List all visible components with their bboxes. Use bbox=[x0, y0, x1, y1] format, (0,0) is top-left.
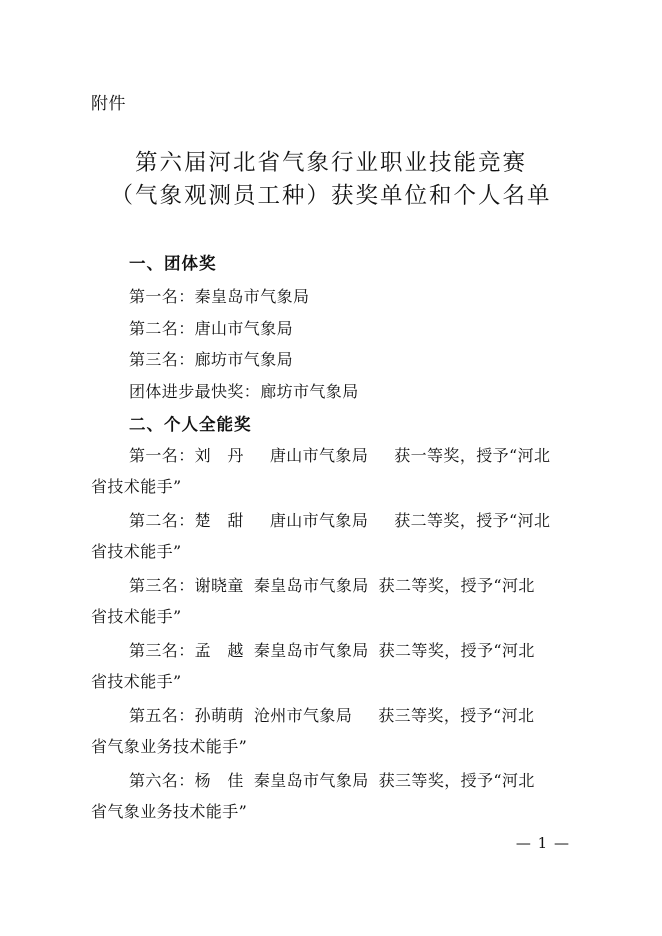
entry-rank: 第一名： bbox=[129, 446, 195, 465]
entry-unit: 沧州市气象局 bbox=[253, 706, 353, 725]
page-number: — 1 — bbox=[515, 834, 570, 852]
team-award-item-2: 第二名：唐山市气象局 bbox=[129, 319, 294, 338]
entry-award: 获三等奖，授予“河北 bbox=[378, 706, 535, 725]
entry-continuation: 省气象业务技术能手” bbox=[91, 737, 248, 756]
entry-name: 谢晓童 bbox=[194, 576, 244, 595]
entry-name: 楚 甜 bbox=[194, 511, 244, 530]
entry-unit: 秦皇岛市气象局 bbox=[253, 641, 369, 660]
team-award-heading: 一、团体奖 bbox=[129, 254, 217, 273]
entry-continuation: 省技术能手” bbox=[91, 477, 182, 496]
entry-continuation: 省气象业务技术能手” bbox=[91, 802, 248, 821]
entry-rank: 第三名： bbox=[129, 641, 195, 660]
entry-rank: 第二名： bbox=[129, 511, 195, 530]
individual-entry bbox=[129, 573, 535, 596]
entry-continuation: 省技术能手” bbox=[91, 672, 182, 691]
document-title-line-2: （气象观测员工种）获奖单位和个人名单 bbox=[110, 183, 552, 209]
entry-name: 杨 佳 bbox=[194, 771, 244, 790]
entry-name: 孙萌萌 bbox=[194, 706, 244, 725]
entry-award: 获一等奖，授予“河北 bbox=[394, 446, 551, 465]
individual-entry bbox=[129, 508, 550, 531]
entry-rank: 第六名： bbox=[129, 771, 195, 790]
individual-entry bbox=[129, 638, 535, 661]
entry-rank: 第五名： bbox=[129, 706, 195, 725]
entry-name: 孟 越 bbox=[194, 641, 244, 660]
entry-name: 刘 丹 bbox=[194, 446, 244, 465]
individual-entry bbox=[129, 768, 535, 791]
entry-unit: 秦皇岛市气象局 bbox=[253, 576, 369, 595]
team-award-item-4: 团体进步最快奖：廊坊市气象局 bbox=[129, 382, 359, 401]
team-award-item-1: 第一名：秦皇岛市气象局 bbox=[129, 287, 310, 306]
entry-continuation: 省技术能手” bbox=[91, 607, 182, 626]
entry-award: 获二等奖，授予“河北 bbox=[378, 641, 535, 660]
entry-unit: 唐山市气象局 bbox=[269, 511, 369, 530]
entry-award: 获二等奖，授予“河北 bbox=[394, 511, 551, 530]
entry-continuation: 省技术能手” bbox=[91, 542, 182, 561]
team-award-item-3: 第三名：廊坊市气象局 bbox=[129, 350, 294, 369]
individual-entry bbox=[129, 443, 550, 466]
attachment-label: 附件 bbox=[91, 94, 126, 114]
entry-unit: 秦皇岛市气象局 bbox=[253, 771, 369, 790]
document-title-line-1: 第六届河北省气象行业职业技能竞赛 bbox=[134, 150, 527, 176]
entry-award: 获三等奖，授予“河北 bbox=[378, 771, 535, 790]
entry-unit: 唐山市气象局 bbox=[269, 446, 369, 465]
entry-award: 获二等奖，授予“河北 bbox=[378, 576, 535, 595]
entry-rank: 第三名： bbox=[129, 576, 195, 595]
individual-award-heading: 二、个人全能奖 bbox=[129, 415, 252, 434]
individual-entry bbox=[129, 703, 534, 726]
